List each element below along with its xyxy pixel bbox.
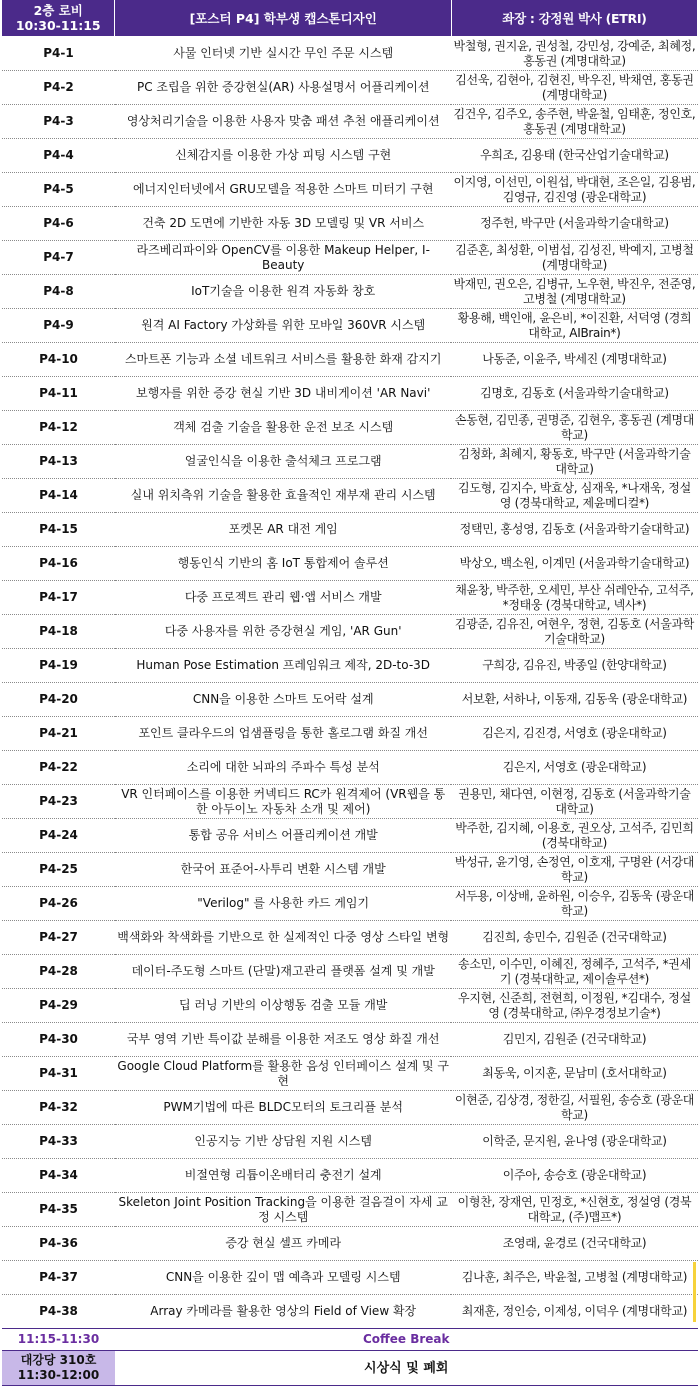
poster-title: 실내 위치측위 기술을 활용한 효율적인 재부재 관리 시스템	[115, 479, 451, 513]
poster-authors: 권용민, 채다연, 이현정, 김동호 (서울과학기술대학교)	[451, 785, 697, 819]
poster-id: P4-35	[2, 1193, 115, 1227]
poster-authors: 김민지, 김원준 (건국대학교)	[451, 1023, 697, 1057]
poster-row	[2, 1295, 698, 1329]
poster-id: P4-38	[2, 1295, 115, 1329]
poster-id: P4-26	[2, 887, 115, 921]
poster-authors: 채윤창, 박주한, 오세민, 부산 쉬레안슈, 고석주, *정태웅 (경북대학교, 넥사*)	[451, 581, 697, 615]
poster-title: 데이터-주도형 스마트 (단말)재고관리 플랫폼 설계 및 개발	[115, 955, 451, 989]
poster-id: P4-33	[2, 1125, 115, 1159]
poster-row	[2, 1159, 698, 1193]
session-chair: 좌장 : 강정원 박사 (ETRI)	[451, 0, 697, 37]
coffee-label: Coffee Break	[115, 1329, 698, 1351]
poster-id: P4-22	[2, 751, 115, 785]
poster-row	[2, 139, 698, 173]
poster-title: 포인트 클라우드의 업샘플링을 통한 홀로그램 화질 개선	[115, 717, 451, 751]
poster-id: P4-32	[2, 1091, 115, 1125]
poster-id: P4-7	[2, 241, 115, 275]
poster-authors: 서두용, 이상배, 윤하원, 이승우, 김동욱 (광운대학교)	[451, 887, 697, 921]
poster-row	[2, 615, 698, 649]
closing-row	[2, 1351, 698, 1386]
closing-label: 시상식 및 폐회	[115, 1351, 698, 1386]
poster-authors: 김광준, 김유진, 여현우, 정현, 김동호 (서울과학기술대학교)	[451, 615, 697, 649]
poster-row	[2, 751, 698, 785]
poster-authors: 박상오, 백소원, 이계민 (서울과학기술대학교)	[451, 547, 697, 581]
poster-title: PWM기법에 따른 BLDC모터의 토크리플 분석	[115, 1091, 451, 1125]
poster-title: IoT기술을 이용한 원격 자동화 창호	[115, 275, 451, 309]
session-header	[2, 0, 698, 37]
poster-authors: 송소민, 이수민, 이혜진, 정혜주, 고석주, *권세기 (경북대학교, 제이솔루션*)	[451, 955, 697, 989]
poster-id: P4-1	[2, 37, 115, 71]
poster-id: P4-25	[2, 853, 115, 887]
poster-id: P4-16	[2, 547, 115, 581]
poster-id: P4-17	[2, 581, 115, 615]
poster-title: Array 카메라를 활용한 영상의 Field of View 확장	[115, 1295, 451, 1329]
poster-row	[2, 1023, 698, 1057]
poster-authors: 우희조, 김용태 (한국산업기술대학교)	[451, 139, 697, 173]
poster-title: 스마트폰 기능과 소셜 네트워크 서비스를 활용한 화재 감지기	[115, 343, 451, 377]
poster-authors: 박성규, 윤기영, 손정연, 이호재, 구명완 (서강대학교)	[451, 853, 697, 887]
poster-title: 객체 검출 기술을 활용한 운전 보조 시스템	[115, 411, 451, 445]
poster-title: 사물 인터넷 기반 실시간 무인 주문 시스템	[115, 37, 451, 71]
poster-id: P4-2	[2, 71, 115, 105]
poster-authors: 조영래, 윤경로 (건국대학교)	[451, 1227, 697, 1261]
poster-row	[2, 207, 698, 241]
poster-row	[2, 1193, 698, 1227]
poster-row	[2, 1227, 698, 1261]
poster-row	[2, 1125, 698, 1159]
poster-id: P4-31	[2, 1057, 115, 1091]
poster-authors: 이형찬, 장재연, 민정호, *신현호, 정설영 (경북대학교, (주)맵프*)	[451, 1193, 697, 1227]
poster-authors: 손동현, 김민종, 권명준, 김현우, 홍동권 (계명대학교)	[451, 411, 697, 445]
poster-row	[2, 955, 698, 989]
poster-row	[2, 921, 698, 955]
poster-title: 에너지인터넷에서 GRU모델을 적용한 스마트 미터기 구현	[115, 173, 451, 207]
poster-id: P4-4	[2, 139, 115, 173]
session-table	[2, 0, 698, 1386]
poster-id: P4-20	[2, 683, 115, 717]
poster-title: 원격 AI Factory 가상화를 위한 모바일 360VR 시스템	[115, 309, 451, 343]
poster-title: 다중 사용자를 위한 증강현실 게임, 'AR Gun'	[115, 615, 451, 649]
poster-authors: 김건우, 김주오, 송주현, 박윤철, 임태훈, 정인호, 홍동권 (계명대학교)	[451, 105, 697, 139]
poster-id: P4-23	[2, 785, 115, 819]
poster-id: P4-10	[2, 343, 115, 377]
coffee-break-row	[2, 1329, 698, 1351]
poster-title: 국부 영역 기반 특이값 분해를 이용한 저조도 영상 화질 개선	[115, 1023, 451, 1057]
poster-title: 통합 공유 서비스 어플리케이션 개발	[115, 819, 451, 853]
poster-row	[2, 241, 698, 275]
poster-authors: 김진희, 송민수, 김원준 (건국대학교)	[451, 921, 697, 955]
session-time: 10:30-11:15	[15, 18, 101, 33]
poster-id: P4-13	[2, 445, 115, 479]
poster-authors: 김청화, 최혜지, 황동호, 박구만 (서울과학기술대학교)	[451, 445, 697, 479]
poster-authors: 정주헌, 박구만 (서울과학기술대학교)	[451, 207, 697, 241]
poster-title: PC 조립을 위한 증강현실(AR) 사용설명서 어플리케이션	[115, 71, 451, 105]
poster-authors: 김명호, 김동호 (서울과학기술대학교)	[451, 377, 697, 411]
poster-row	[2, 547, 698, 581]
poster-row	[2, 717, 698, 751]
poster-row	[2, 1057, 698, 1091]
poster-id: P4-37	[2, 1261, 115, 1295]
poster-id: P4-6	[2, 207, 115, 241]
poster-id: P4-15	[2, 513, 115, 547]
closing-location: 대강당 310호	[20, 1353, 97, 1367]
coffee-time: 11:15-11:30	[2, 1329, 115, 1351]
poster-title: 비절연형 리튬이온배터리 충전기 설계	[115, 1159, 451, 1193]
poster-row	[2, 309, 698, 343]
poster-row	[2, 819, 698, 853]
poster-id: P4-36	[2, 1227, 115, 1261]
poster-row	[2, 1261, 698, 1295]
poster-id: P4-28	[2, 955, 115, 989]
poster-authors: 김준혼, 최성환, 이범섭, 김성진, 박예지, 고병철 (계명대학교)	[451, 241, 697, 275]
poster-title: 건축 2D 도면에 기반한 자동 3D 모델링 및 VR 서비스	[115, 207, 451, 241]
poster-title: 행동인식 기반의 홈 IoT 통합제어 솔루션	[115, 547, 451, 581]
poster-row	[2, 71, 698, 105]
poster-row	[2, 1091, 698, 1125]
poster-row	[2, 989, 698, 1023]
poster-title: Skeleton Joint Position Tracking을 이용한 걸음걸이 자세 교정 시스템	[115, 1193, 451, 1227]
poster-title: 한국어 표준어-사투리 변환 시스템 개발	[115, 853, 451, 887]
poster-title: VR 인터페이스를 이용한 커넥티드 RC카 원격제어 (VR웹을 통한 아두이노 자동차 소개 및 제어)	[115, 785, 451, 819]
poster-id: P4-11	[2, 377, 115, 411]
poster-authors: 이현준, 김상경, 정한길, 서필원, 송승호 (광운대학교)	[451, 1091, 697, 1125]
poster-title: 다중 프로젝트 관리 웹·앱 서비스 개발	[115, 581, 451, 615]
poster-row	[2, 649, 698, 683]
poster-authors: 최재훈, 정인승, 이제성, 이덕우 (계명대학교)	[451, 1295, 697, 1329]
poster-title: 딥 러닝 기반의 이상행동 검출 모듈 개발	[115, 989, 451, 1023]
poster-authors: 정택민, 홍성영, 김동호 (서울과학기술대학교)	[451, 513, 697, 547]
closing-time: 11:30-12:00	[17, 1368, 100, 1382]
poster-id: P4-24	[2, 819, 115, 853]
poster-id: P4-34	[2, 1159, 115, 1193]
poster-id: P4-30	[2, 1023, 115, 1057]
poster-title: 얼굴인식을 이용한 출석체크 프로그램	[115, 445, 451, 479]
poster-authors: 김도형, 김지수, 박효상, 심재욱, *나재욱, 정설영 (경북대학교, 제윤메디컬*)	[451, 479, 697, 513]
poster-row	[2, 343, 698, 377]
poster-title: CNN을 이용한 스마트 도어락 설계	[115, 683, 451, 717]
poster-authors: 박주한, 김지혜, 이용호, 권오상, 고석주, 김민희 (경북대학교)	[451, 819, 697, 853]
poster-id: P4-27	[2, 921, 115, 955]
poster-authors: 나동준, 이윤주, 박세진 (계명대학교)	[451, 343, 697, 377]
poster-row	[2, 513, 698, 547]
poster-title: 보행자를 위한 증강 현실 기반 3D 내비게이션 'AR Navi'	[115, 377, 451, 411]
poster-id: P4-3	[2, 105, 115, 139]
session-title: [포스터 P4] 학부생 캡스톤디자인	[115, 0, 451, 37]
poster-row	[2, 785, 698, 819]
poster-authors: 김나훈, 최주은, 박윤철, 고병철 (계명대학교)	[451, 1261, 697, 1295]
poster-authors: 이지영, 이선민, 이원섭, 박대현, 조은일, 김용범, 김영규, 김진영 (광운대학교)	[451, 173, 697, 207]
session-floor: 2층 로비	[33, 3, 83, 18]
poster-title: "Verilog" 를 사용한 카드 게임기	[115, 887, 451, 921]
poster-row	[2, 445, 698, 479]
poster-title: Human Pose Estimation 프레임워크 제작, 2D-to-3D	[115, 649, 451, 683]
poster-title: 신체감지를 이용한 가상 피팅 시스템 구현	[115, 139, 451, 173]
poster-title: 인공지능 기반 상담원 지원 시스템	[115, 1125, 451, 1159]
poster-title: 백색화와 착색화를 기반으로 한 실제적인 다중 영상 스타일 변형	[115, 921, 451, 955]
poster-authors: 우지현, 신준희, 전현희, 이정원, *김대수, 정설영 (경북대학교, ㈜우경정보기술*)	[451, 989, 697, 1023]
poster-authors: 서보환, 서하나, 이동재, 김동욱 (광운대학교)	[451, 683, 697, 717]
poster-id: P4-19	[2, 649, 115, 683]
poster-authors: 박철형, 권지윤, 권성철, 강민성, 강예준, 최혜정, 홍동권 (계명대학교)	[451, 37, 697, 71]
poster-authors: 이주아, 송승호 (광운대학교)	[451, 1159, 697, 1193]
closing-slot	[2, 1351, 115, 1386]
poster-authors: 김은지, 김진경, 서영호 (광운대학교)	[451, 717, 697, 751]
poster-row	[2, 37, 698, 71]
poster-authors: 황용해, 백인애, 윤은비, *이진환, 서덕영 (경희대학교, AIBrain*)	[451, 309, 697, 343]
poster-title: 소리에 대한 뇌파의 주파수 특성 분석	[115, 751, 451, 785]
poster-id: P4-12	[2, 411, 115, 445]
poster-authors: 이학준, 문지원, 윤나영 (광운대학교)	[451, 1125, 697, 1159]
poster-row	[2, 887, 698, 921]
poster-row	[2, 105, 698, 139]
poster-title: CNN을 이용한 깊이 맵 예측과 모델링 시스템	[115, 1261, 451, 1295]
poster-authors: 김선욱, 김현아, 김현진, 박우진, 박채연, 홍동권 (계명대학교)	[451, 71, 697, 105]
poster-id: P4-8	[2, 275, 115, 309]
poster-row	[2, 411, 698, 445]
session-slot	[2, 0, 115, 37]
poster-authors: 구희강, 김유진, 박종일 (한양대학교)	[451, 649, 697, 683]
poster-authors: 박재민, 권오은, 김병규, 노우현, 박진우, 전준영, 고병철 (계명대학교)	[451, 275, 697, 309]
poster-row	[2, 853, 698, 887]
poster-row	[2, 581, 698, 615]
poster-authors: 김은지, 서영호 (광운대학교)	[451, 751, 697, 785]
poster-id: P4-5	[2, 173, 115, 207]
poster-title: 증강 현실 셀프 카메라	[115, 1227, 451, 1261]
poster-authors: 최동욱, 이지훈, 문남미 (호서대학교)	[451, 1057, 697, 1091]
poster-title: Google Cloud Platform를 활용한 음성 인터페이스 설계 및 구현	[115, 1057, 451, 1091]
poster-row	[2, 377, 698, 411]
poster-row	[2, 683, 698, 717]
poster-row	[2, 479, 698, 513]
poster-title: 영상처리기술을 이용한 사용자 맞춤 패션 추천 애플리케이션	[115, 105, 451, 139]
poster-row	[2, 173, 698, 207]
poster-row	[2, 275, 698, 309]
poster-id: P4-21	[2, 717, 115, 751]
side-marker	[693, 1262, 696, 1322]
poster-id: P4-9	[2, 309, 115, 343]
poster-title: 라즈베리파이와 OpenCV를 이용한 Makeup Helper, I-Beauty	[115, 241, 451, 275]
poster-id: P4-29	[2, 989, 115, 1023]
poster-title: 포켓몬 AR 대전 게임	[115, 513, 451, 547]
poster-id: P4-14	[2, 479, 115, 513]
poster-id: P4-18	[2, 615, 115, 649]
